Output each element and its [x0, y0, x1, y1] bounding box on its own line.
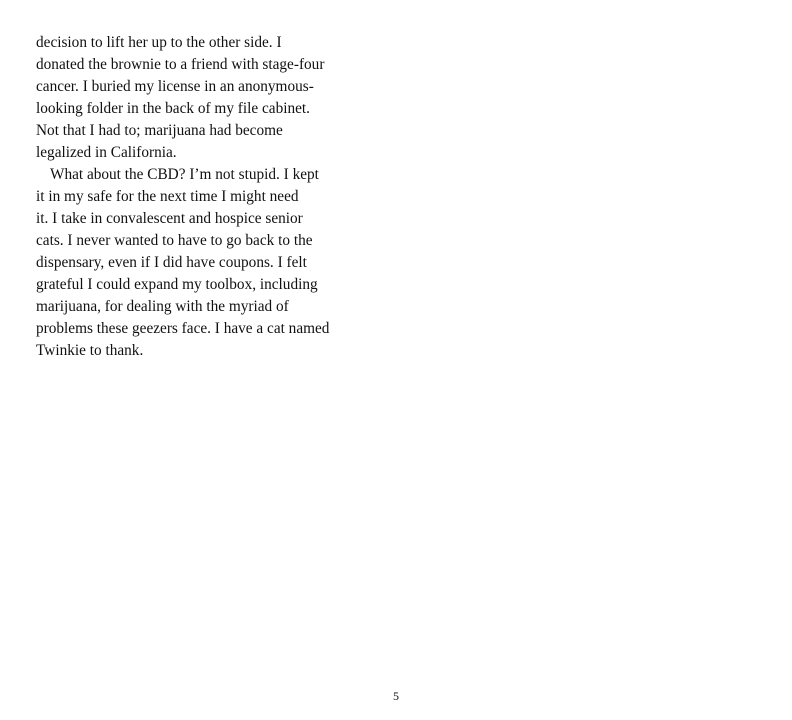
text-line: marijuana, for dealing with the myriad of: [36, 298, 289, 315]
text-line: legalized in California.: [36, 144, 177, 161]
text-line: grateful I could expand my toolbox, including: [36, 276, 318, 293]
paragraph-start-line: What about the CBD? I’m not stupid. I kept: [50, 166, 319, 183]
text-line: problems these geezers face. I have a cat named: [36, 320, 330, 337]
text-line: looking folder in the back of my file cabinet.: [36, 100, 310, 117]
text-line: dispensary, even if I did have coupons. I felt: [36, 254, 307, 271]
text-line: decision to lift her up to the other side. I: [36, 34, 282, 51]
text-line: cancer. I buried my license in an anonymous-: [36, 78, 314, 95]
page-number: 5: [393, 689, 399, 703]
text-line: it in my safe for the next time I might need: [36, 188, 299, 205]
text-line: it. I take in convalescent and hospice senior: [36, 210, 303, 227]
text-line: Twinkie to thank.: [36, 342, 144, 359]
text-line: Not that I had to; marijuana had become: [36, 122, 283, 139]
body-text: [36, 32, 366, 362]
text-line: donated the brownie to a friend with stage-four: [36, 56, 325, 73]
text-line: cats. I never wanted to have to go back to the: [36, 232, 313, 249]
